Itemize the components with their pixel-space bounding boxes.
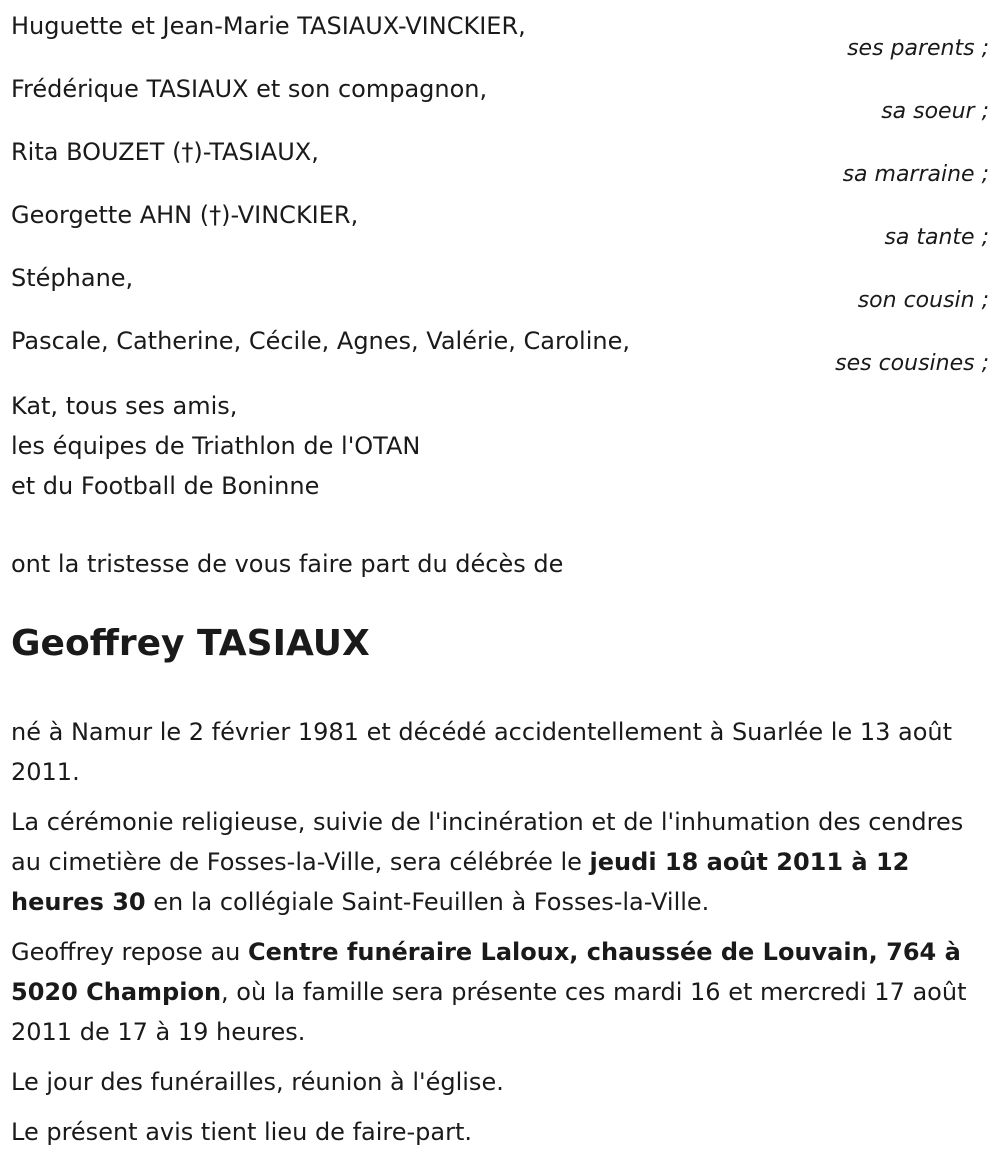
relative-row [11,252,989,315]
relative-row [11,315,989,378]
relative-row [11,0,989,63]
funeral-day-paragraph: Le jour des funérailles, réunion à l'église. [11,1068,504,1096]
friends-line: les équipes de Triathlon de l'OTAN [11,432,421,460]
obituary-notice [11,0,989,1146]
details-block [11,712,989,1162]
relative-name: Stéphane, [11,264,134,292]
relative-name: Pascale, Catherine, Cécile, Agnes, Valérie, Caroline, [11,327,630,355]
friends-block [11,386,420,506]
ceremony-date: jeudi 18 août 2011 à 12 heures 30 [11,848,910,916]
notice-paragraph: Le présent avis tient lieu de faire-part. [11,1118,473,1146]
repose-visiting: , où la famille sera présente ces mardi 16 et mercredi 17 août 2011 de 17 à 19 heures. [11,978,967,1046]
friends-line: et du Football de Boninne [11,472,320,500]
relative-role: ses cousines ; [835,351,989,376]
relative-row [11,189,989,252]
relative-role: son cousin ; [857,288,989,313]
announcement-text: ont la tristesse de vous faire part du décès de [11,550,564,578]
relative-role: sa soeur ; [881,99,989,124]
ceremony-paragraph [11,802,989,922]
repose-paragraph [11,932,989,1052]
relative-name: Frédérique TASIAUX et son compagnon, [11,75,488,103]
repose-place: Centre funéraire Laloux, chaussée de Louvain, 764 à 5020 Champion [11,938,961,1006]
repose-text: Geoffrey repose au [11,938,248,966]
ceremony-location: en la collégiale Saint-Feuillen à Fosses-la-Ville. [145,888,710,916]
deceased-name: Geoffrey TASIAUX [11,623,370,664]
relative-role: sa tante ; [884,225,989,250]
relative-name: Huguette et Jean-Marie TASIAUX-VINCKIER, [11,12,526,40]
relative-role: ses parents ; [847,36,989,61]
ceremony-text: La cérémonie religieuse, suivie de l'incinération et de l'inhumation des cendres au cimetière de Fosses-la-Ville, sera célébrée le [11,808,964,876]
relative-row [11,126,989,189]
relative-name: Rita BOUZET (†)-TASIAUX, [11,138,319,166]
relative-row [11,63,989,126]
friends-line: Kat, tous ses amis, [11,392,238,420]
relative-name: Georgette AHN (†)-VINCKIER, [11,201,359,229]
relative-role: sa marraine ; [842,162,989,187]
birth-death-paragraph: né à Namur le 2 février 1981 et décédé accidentellement à Suarlée le 13 août 2011. [11,718,953,786]
